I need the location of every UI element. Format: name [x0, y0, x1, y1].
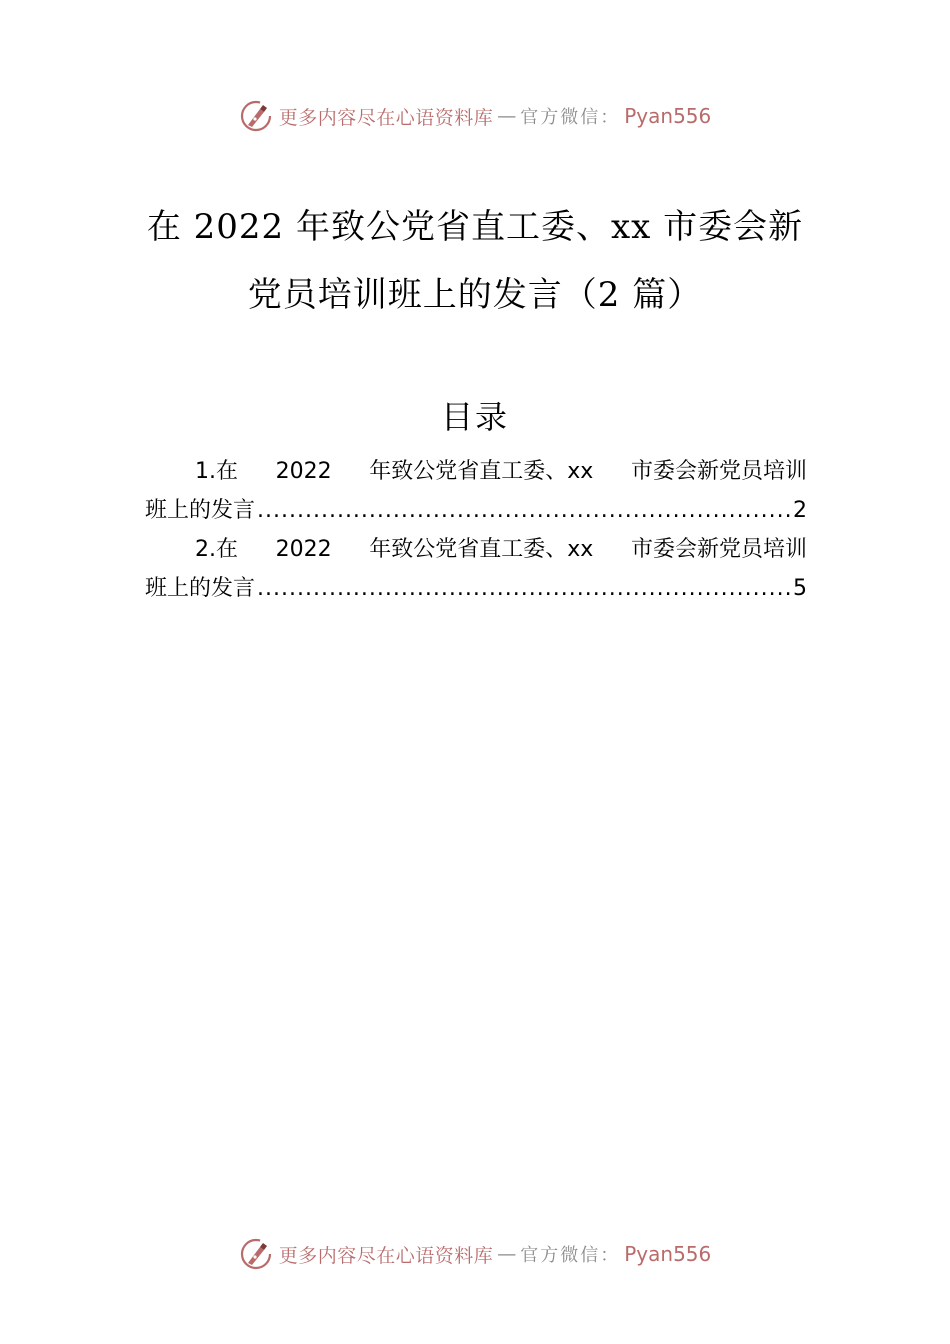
toc-entry-title-part: 年致公党省直工委、xx: [369, 537, 594, 562]
toc-entry-1[interactable]: [145, 452, 807, 530]
toc-entry-title-end: 班上的发言: [145, 498, 256, 523]
toc-dot-leader: [257, 569, 791, 608]
toc-entry-continuation: [145, 491, 807, 530]
table-of-contents: [145, 452, 807, 608]
watermark-text: 更多内容尽在心语资料库: [278, 106, 494, 129]
toc-heading: 目录: [440, 398, 509, 436]
document-title-line-2: 党员培训班上的发言（2 篇）: [247, 275, 703, 315]
toc-entry-title-part: 2.在: [195, 537, 238, 562]
toc-entry-title-end: 班上的发言: [145, 576, 256, 601]
watermark-account: Pyan556: [624, 104, 712, 128]
pen-nib-logo-icon: [239, 99, 273, 133]
toc-entry-2[interactable]: [145, 530, 807, 608]
footer-watermark: [0, 1234, 950, 1274]
toc-entry-title: [145, 530, 807, 569]
toc-dot-leader: [257, 491, 791, 530]
toc-entry-title-part: 市委会新党员培训: [630, 537, 807, 562]
toc-entry-title-part: 年致公党省直工委、xx: [369, 459, 594, 484]
toc-entry-title-part: 市委会新党员培训: [630, 459, 807, 484]
toc-page-number: 5: [793, 576, 807, 601]
watermark-separator: —: [497, 105, 517, 127]
pen-nib-logo-icon: [239, 1237, 273, 1271]
header-watermark: [0, 96, 950, 136]
watermark-account: Pyan556: [624, 1242, 712, 1266]
watermark-label: 官方微信：: [520, 107, 621, 128]
toc-page-number: 2: [793, 498, 807, 523]
watermark-text: 更多内容尽在心语资料库: [278, 1244, 494, 1267]
toc-entry-continuation: [145, 569, 807, 608]
toc-entry-title-part: 1.在: [195, 459, 238, 484]
document-title-line-1: 在 2022 年致公党省直工委、xx 市委会新: [146, 207, 804, 247]
watermark-label: 官方微信：: [520, 1245, 621, 1266]
toc-entry-title: [145, 452, 807, 491]
toc-entry-title-part: 2022: [275, 537, 332, 562]
watermark-separator: —: [497, 1243, 517, 1265]
toc-entry-title-part: 2022: [275, 459, 332, 484]
